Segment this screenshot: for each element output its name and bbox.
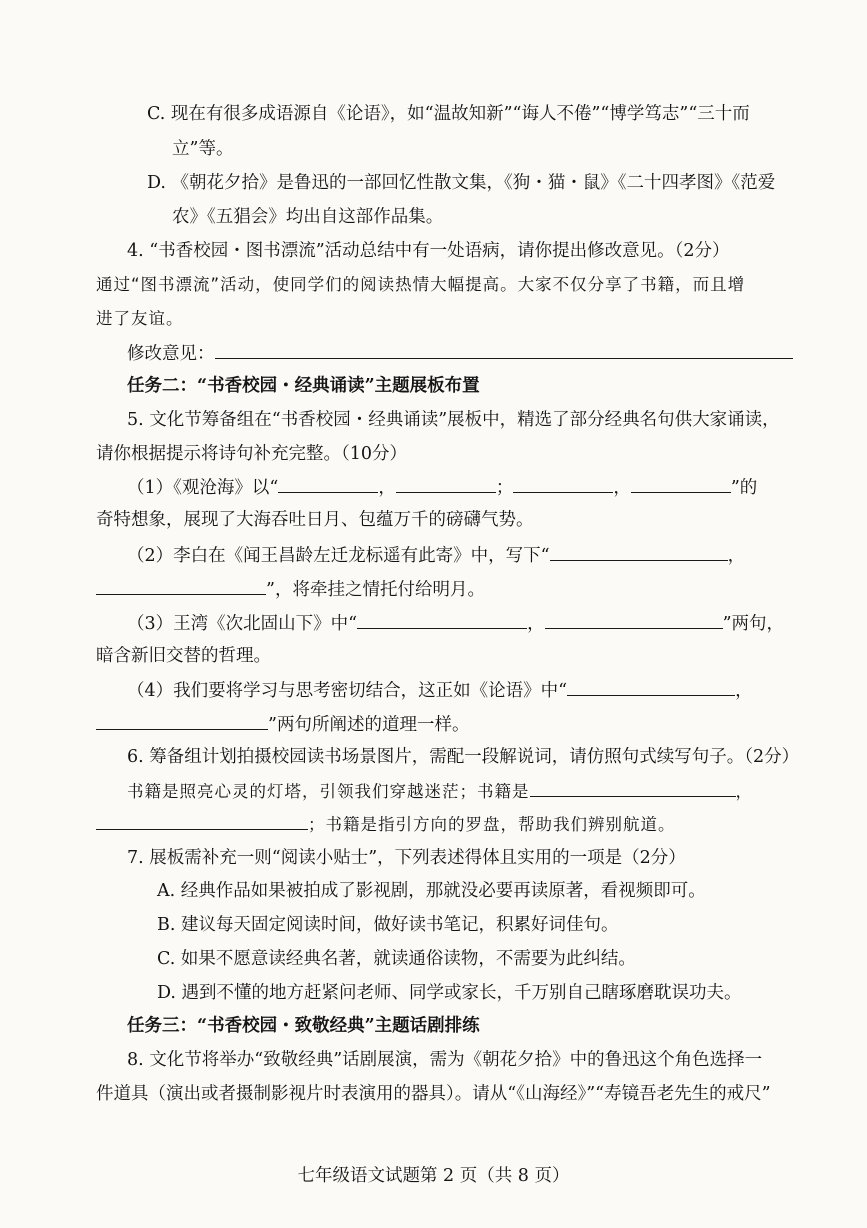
q5-part1-cont: 奇特想象，展现了大海吞吐日月、包蕴万千的磅礴气势。 [96,510,534,530]
q5-part2-comma: ， [727,546,746,566]
q3-option-c: C. 现在有很多成语源自《论语》，如“温故知新”“诲人不倦”“博学笃志”“三十而 [147,104,750,124]
task3-title: 任务三：“书香校园・致敬经典”主题话剧排练 [127,1016,480,1036]
q5-part4-blank-1[interactable] [567,677,735,696]
q5-stem-cont: 请你根据提示将诗句补充完整。（10分） [96,444,408,464]
q6-blank-2[interactable] [96,811,308,830]
q6-line2-text: ；书籍是指引方向的罗盘，帮助我们辨别航道。 [308,815,676,834]
task2-title: 任务二：“书香校园・经典诵读”主题展板布置 [127,376,480,396]
q6-blank-1[interactable] [530,778,736,797]
q4-answer-label: 修改意见： [127,344,215,364]
q5-part4-blank-2[interactable] [96,711,268,730]
q4-passage: 通过“图书漂流”活动，使同学们的阅读热情大幅提高。大家不仅分享了书籍，而且增 [96,275,746,294]
q7-option-a: A. 经典作品如果被拍成了影视剧，那就没必要再读原著，看视频即可。 [157,881,706,901]
q5-part1-blank-1[interactable] [278,474,378,493]
q5-part2-cont [96,576,485,602]
q5-part1-text: （1）《观沧海》以“ [127,478,279,498]
q5-part1-blank-2[interactable] [396,474,496,493]
q5-part3-end: ”两句， [722,614,785,634]
q4-answer-blank[interactable] [215,340,793,359]
q3-option-c-cont: 立”等。 [172,139,234,159]
q5-part2-blank-1[interactable] [550,542,728,561]
q5-part3-cont: 暗含新旧交替的哲理。 [96,646,271,666]
q5-part1-comma-1: ， [378,478,396,498]
q5-part4-text: （4）我们要将学习与思考密切结合，这正如《论语》中“ [127,681,568,701]
q5-part1-comma-2: ， [613,478,631,498]
q5-part4 [127,677,753,703]
q5-part4-comma: ， [735,681,753,701]
q7-stem: 7. 展板需补充一则“阅读小贴士”，下列表述得体且实用的一项是（2分） [127,848,686,868]
q7-option-b: B. 建议每天固定阅读时间，做好读书笔记，积累好词佳句。 [157,915,619,935]
q5-part2-blank-2[interactable] [96,576,266,595]
q4-answer-row [127,340,793,366]
q5-part4-end: ”两句所阐述的道理一样。 [268,715,470,735]
q5-part1-blank-3[interactable] [513,474,613,493]
q5-part1-end: ”的 [730,478,758,498]
page-footer: 七年级语文试题第 2 页（共 8 页） [297,1166,570,1186]
q3-option-d: D. 《朝花夕拾》是鲁迅的一部回忆性散文集，《狗・猫・鼠》《二十四孝图》《范爱 [147,173,776,193]
q7-option-d: D. 遇到不懂的地方赶紧问老师、同学或家长，千万别自己瞎琢磨耽误功夫。 [157,983,742,1003]
q5-part3-blank-1[interactable] [357,610,527,629]
q5-part3-text: （3）王湾《次北固山下》中“ [127,614,358,634]
q4-stem: 4. “书香校园・图书漂流”活动总结中有一处语病，请你提出修改意见。（2分） [127,241,730,261]
q6-line1 [127,778,753,804]
q5-part2-text: （2）李白在《闻王昌龄左迁龙标遥有此寄》中，写下“ [127,546,550,566]
q6-line1-comma: ， [735,782,753,801]
q5-part1-blank-4[interactable] [631,474,731,493]
q5-part1 [127,474,757,500]
q5-part2 [127,542,745,568]
q7-option-c: C. 如果不愿意读经典名著，就读通俗读物，不需要为此纠结。 [157,949,636,969]
q5-part1-semicolon: ； [495,478,514,498]
q6-line1-text: 书籍是照亮心灵的灯塔，引领我们穿越迷茫；书籍是 [127,782,530,801]
q5-part3-blank-2[interactable] [545,610,723,629]
q8-stem-cont: 件道具（演出或者摄制影视片时表演用的器具）。请从“《山海经》”“寿镜吾老先生的戒尺” [96,1084,771,1104]
q6-stem: 6. 筹备组计划拍摄校园读书场景图片，需配一段解说词，请仿照句式续写句子。（2分） [127,747,800,767]
q3-option-d-cont: 农》《五猖会》均出自这部作品集。 [172,207,444,227]
q5-part2-end: ”，将牵挂之情托付给明月。 [266,580,485,600]
q5-part4-cont [96,711,469,737]
q8-stem: 8. 文化节将举办“致敬经典”话剧展演，需为《朝花夕拾》中的鲁迅这个角色选择一 [127,1050,763,1070]
q6-line2 [96,811,676,837]
q5-part3 [127,610,784,636]
q5-part3-comma: ， [527,614,545,634]
q4-passage-cont: 进了友谊。 [96,309,184,328]
q5-stem: 5. 文化节筹备组在“书香校园・经典诵读”展板中，精选了部分经典名句供大家诵读， [127,410,780,430]
